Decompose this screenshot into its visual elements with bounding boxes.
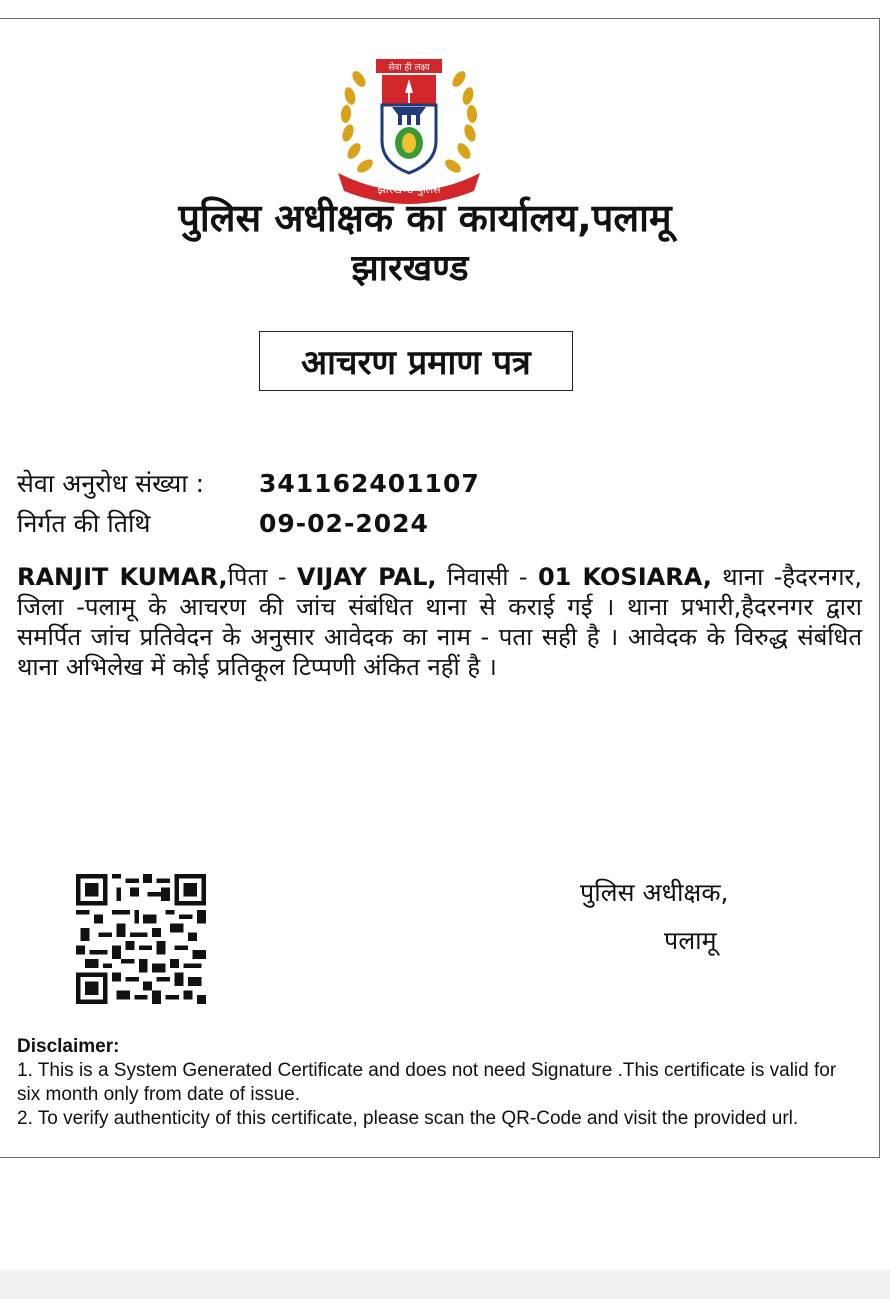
svg-text:झारखण्ड पुलिस: झारखण्ड पुलिस — [377, 183, 441, 196]
father-name: VIJAY PAL, — [296, 563, 437, 591]
request-number-value: 341162401107 — [259, 469, 480, 498]
certificate-body — [17, 562, 862, 682]
office-title: पुलिस अधीक्षक का कार्यालय,पलामू — [178, 196, 672, 240]
issue-date-label: निर्गत की तिथि — [17, 509, 151, 538]
issue-date-value: 09-02-2024 — [259, 509, 429, 538]
jharkhand-police-emblem — [324, 41, 494, 207]
request-number-label: सेवा अनुरोध संख्या : — [17, 469, 205, 498]
qr-code-icon — [76, 874, 206, 1004]
applicant-name: RANJIT KUMAR, — [17, 563, 228, 591]
certificate-page — [0, 18, 880, 1158]
request-number-row — [17, 468, 480, 500]
certificate-paragraph: थाना -हैदरनगर, जिला -पलामू के आचरण की जांच संबंधित थाना से कराई गई । थाना प्रभारी,हैदरनगर द्वारा समर्पित जांच प्रतिवेदन के अनुसार आवेदक का नाम - पता सही है । आवेदक के विरुद्ध संबंधित थाना अभिलेख में कोई प्रतिकूल टिप्पणी अंकित नहीं है । — [17, 563, 862, 681]
signatory-title: पुलिस अधीक्षक, — [580, 878, 729, 907]
disclaimer-line-1: 1. This is a System Generated Certificate and does not need Signature .This certificate is valid for six month only from date of issue. — [17, 1060, 837, 1105]
resident-label: निवासी - — [436, 563, 538, 591]
disclaimer — [17, 1035, 837, 1131]
disclaimer-title: Disclaimer: — [17, 1036, 120, 1057]
signatory-place: पलामू — [664, 926, 717, 955]
viewer-bottom-bar — [0, 1270, 890, 1299]
issue-date-row — [17, 508, 429, 540]
disclaimer-line-2: 2. To verify authenticity of this certificate, please scan the QR-Code and visit the provided url. — [17, 1108, 799, 1129]
document-title: आचरण प्रमाण पत्र — [259, 331, 573, 391]
father-label: पिता - — [227, 563, 297, 591]
svg-text:सेवा ही लक्ष्य: सेवा ही लक्ष्य — [388, 63, 430, 73]
state-title: झारखण्ड — [351, 248, 469, 289]
applicant-address: 01 KOSIARA, — [537, 563, 712, 591]
